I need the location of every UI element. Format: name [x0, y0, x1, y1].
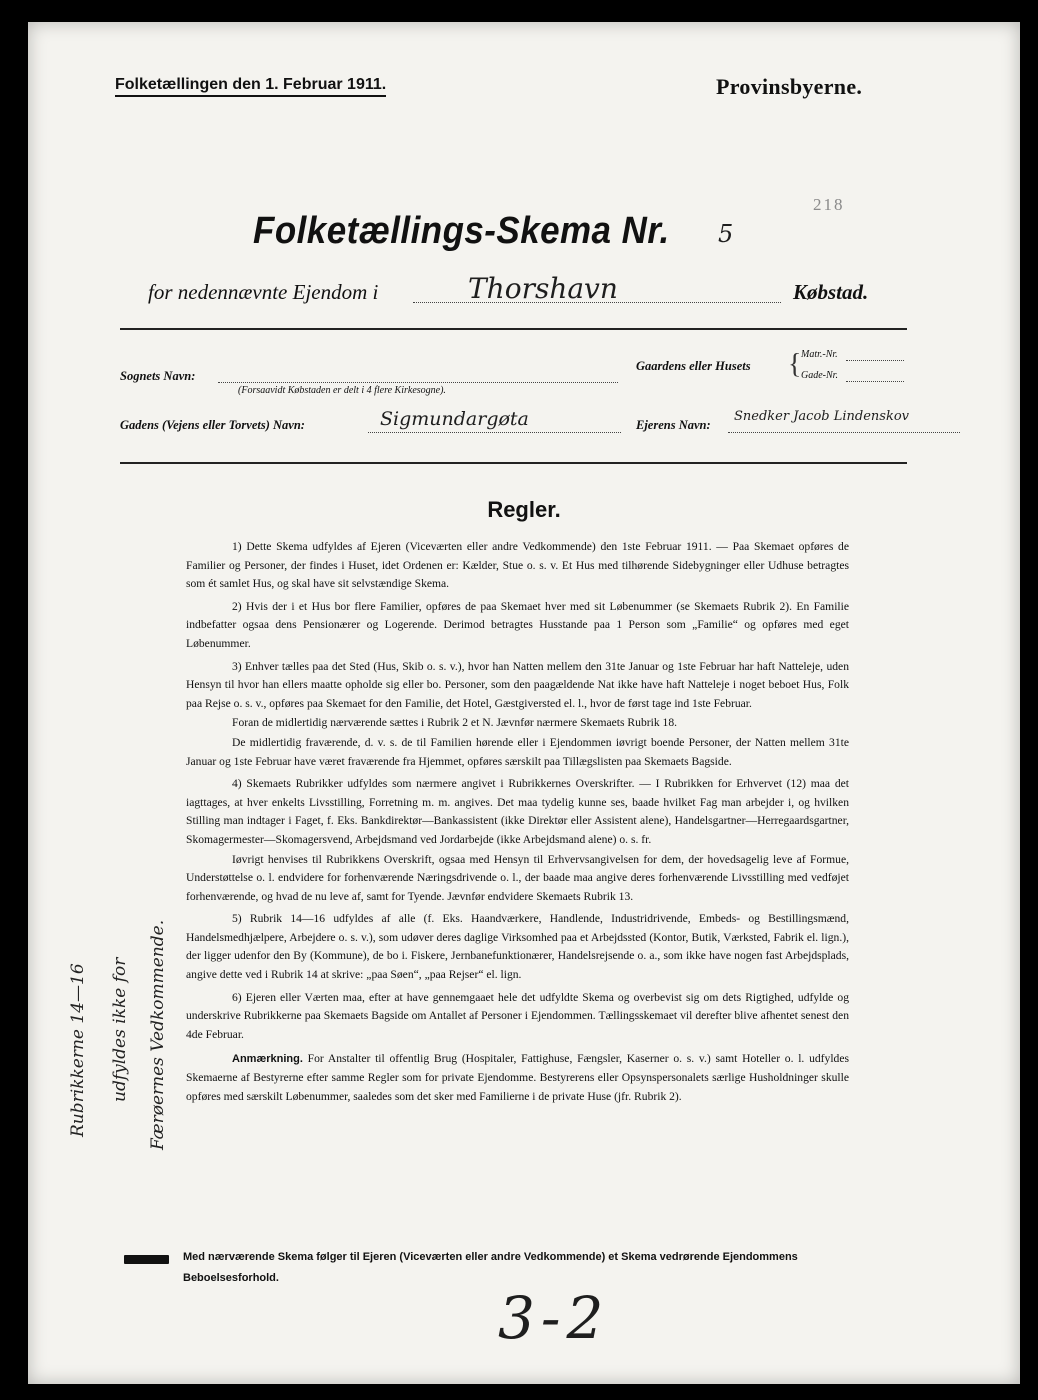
matr-field-line — [846, 360, 904, 361]
gade-label: Gade-Nr. — [801, 370, 838, 381]
owner-value-handwritten: Snedker Jacob Lindenskov — [734, 409, 910, 424]
rules-note-label: Anmærkning. — [232, 1053, 303, 1066]
rule-paragraph-2: 2) Hvis der i et Hus bor flere Familier, opføres de paa Skemaet hver med sit Løbenummer (se Skemaets Rubrik 2). En Familie indbefatter ogsaa dens Pensionærer og Logerende. Derimod betragtes Husstande paa 1 Person som „Familie“ og opføres med eget Løbenummer. — [186, 599, 849, 650]
pointing-hand-icon — [124, 1255, 169, 1264]
rule-paragraph-4: 4) Skemaets Rubrikker udfyldes som nærmere angivet i Rubrikkernes Overskrifter. — I Rubrikken for Erhvervet (12) maa det iagttages, at hver enkelts Livsstilling, Forretning m. m. angives. Det maa tydelig kunne ses, baade hvilket Fag man arbejder i, og hvilken Stilling man indtager i Faget, f. Eks. Bankdirektør—Bankassistent (ikke Direktør eller Assistent alene), Handelsgartner—Herregaardsgartner, Skomagermester—Skomagersvend, Arbejdsmand ved Jordarbejde (ikke Arbejdsmand alene) o. s. fr. — [186, 777, 849, 846]
farm-label: Gaardens eller Husets — [636, 359, 751, 373]
rules-body — [186, 538, 849, 1110]
rules-note — [186, 1050, 849, 1106]
street-value-handwritten: Sigmundargøta — [380, 408, 529, 430]
margin-note-line3: Færøernes Vedkommende. — [148, 919, 168, 1150]
divider-bottom — [120, 462, 907, 464]
form-number-handwritten: 5 — [718, 220, 734, 248]
margin-note-line1: Rubrikkerne 14—16 — [68, 963, 88, 1137]
margin-note-line2: udfyldes ikke for — [110, 957, 130, 1102]
rule-paragraph-5: 5) Rubrik 14—16 udfyldes af alle (f. Eks. Haandværkere, Handlende, Industridrivende, Embeds- og Bestillingsmænd, Handelsmedhjælpere, Arbejdere o. s. v.), som udøver deres daglige Virksomhed paa et Arbejdssted (Kontor, Butik, Værksted, Fabrik el. lign.), der ligger udenfor den By (Kommune), de bo i. Fiskere, Jernbanefunktionærer, Handelsrejsende o. a., som ikke have nogen fast Arbejdsplads, angive dette ved i Rubrik 14 at skrive: „paa Søen“, „paa Rejser“ el. lign. — [186, 912, 849, 982]
town-handwritten: Thorshavn — [468, 272, 618, 305]
rule-paragraph-3b: Foran de midlertidig nærværende sættes i Rubrik 2 et N. Jævnfør nærmere Skemaets Rubrik 18. — [232, 716, 678, 730]
rule-paragraph-3: 3) Enhver tælles paa det Sted (Hus, Skib o. s. v.), hvor han Natten mellem den 31te Januar og 1ste Februar har haft Natteleje, uden Hensyn til hvor han ellers maatte opholde sig eller bo. Personer, som den paagældende Nat ikke have haft Natteleje i noget beboet Hus, Folk paa Rejse o. s. v., opføres paa Skemaet for den Familie, det Hotel, Gæstgiversted el. l., hvor de først tage ind 1ste Februar. — [186, 659, 849, 710]
stamp-number: 218 — [813, 195, 845, 214]
form-title: Folketællings-Skema Nr. — [253, 210, 670, 252]
street-field-line — [368, 432, 621, 433]
brace-glyph: { — [788, 349, 802, 380]
parish-label: Sognets Navn: — [120, 369, 196, 383]
street-label: Gadens (Vejens eller Torvets) Navn: — [120, 418, 305, 432]
property-line-prefix: for nedennævnte Ejendom i — [148, 280, 379, 304]
census-date-header: Folketællingen den 1. Februar 1911. — [115, 76, 386, 97]
rules-note-text: For Anstalter til offentlig Brug (Hospitaler, Fattighuse, Fængsler, Kaserner o. s. v.) samt Hoteller o. l. udfyldes Skemaerne af Bestyrerne efter samme Regler som for private Ejendomme. Bestyrerens eller Opsynspersonalets særlige Husholdninger skulle opføres med særskilt Løbenummer, saaledes som det sker med Familierne i de private Huse (jfr. Rubrik 2). — [186, 1052, 849, 1103]
rule-paragraph-6: 6) Ejeren eller Værten maa, efter at have gennemgaaet hele det udfyldte Skema og overbevist sig om dets Rigtighed, udfylde og underskrive Rubrikkerne paa Skemaets Bagside om Antallet af Personer i Ejendommen. Tællingsskemaet vil derefter blive afhentet senest den 4de Februar. — [186, 990, 849, 1041]
matr-label: Matr.-Nr. — [801, 349, 838, 360]
region-header: Provinsbyerne. — [716, 74, 863, 99]
parish-field-line — [218, 382, 618, 383]
rule-paragraph-1: 1) Dette Skema udfyldes af Ejeren (Viceværten eller andre Vedkommende) den 1ste Februar 1911. — Paa Skemaet opføres de Familier og Personer, der findes i Huset, idet Ordenen er: Kælder, Stue o. s. v. Et Hus med tilhørende Sidebygninger eller Udhuse betragtes som ét samlet Hus, og skal have sit selvstændige Skema. — [186, 540, 849, 591]
handwritten-bottom-number: 3-2 — [498, 1284, 610, 1352]
rule-paragraph-3c: De midlertidig fraværende, d. v. s. de til Familien hørende eller i Ejendommen iøvrigt boende Personer, der Natten mellem 31te Januar og 1ste Februar have været fraværende fra Hjemmet, opføres særskilt paa Tillægslisten paa Skemaets Bagside. — [186, 735, 849, 768]
property-line-suffix: Købstad. — [793, 280, 869, 304]
rule-paragraph-4b: Iøvrigt henvises til Rubrikkens Overskrift, ogsaa med Hensyn til Erhvervsangivelsen for dem, der hovedsagelig leve af Formue, Understøttelse o. l. endvidere for forhenværende Næringsdrivende o. l., der baade maa angive deres forhenværende Livsstilling med vedføjet forhenværende, og hvad de nu leve af, samt for Tyende. Jævnfør endvidere Skemaets Rubrik 13. — [186, 852, 849, 903]
census-form-page — [28, 22, 1020, 1384]
bottom-note: Med nærværende Skema følger til Ejeren (Viceværten eller andre Vedkommende) et Skema vedrørende Ejendommens Beboelsesforhold. — [183, 1251, 798, 1284]
gade-field-line — [846, 381, 904, 382]
parish-note: (Forsaavidt Købstaden er delt i 4 flere Kirkesogne). — [238, 385, 446, 396]
owner-field-line — [728, 432, 960, 433]
rules-heading: Regler. — [487, 497, 561, 522]
owner-label: Ejerens Navn: — [636, 418, 711, 432]
divider-top — [120, 328, 907, 330]
